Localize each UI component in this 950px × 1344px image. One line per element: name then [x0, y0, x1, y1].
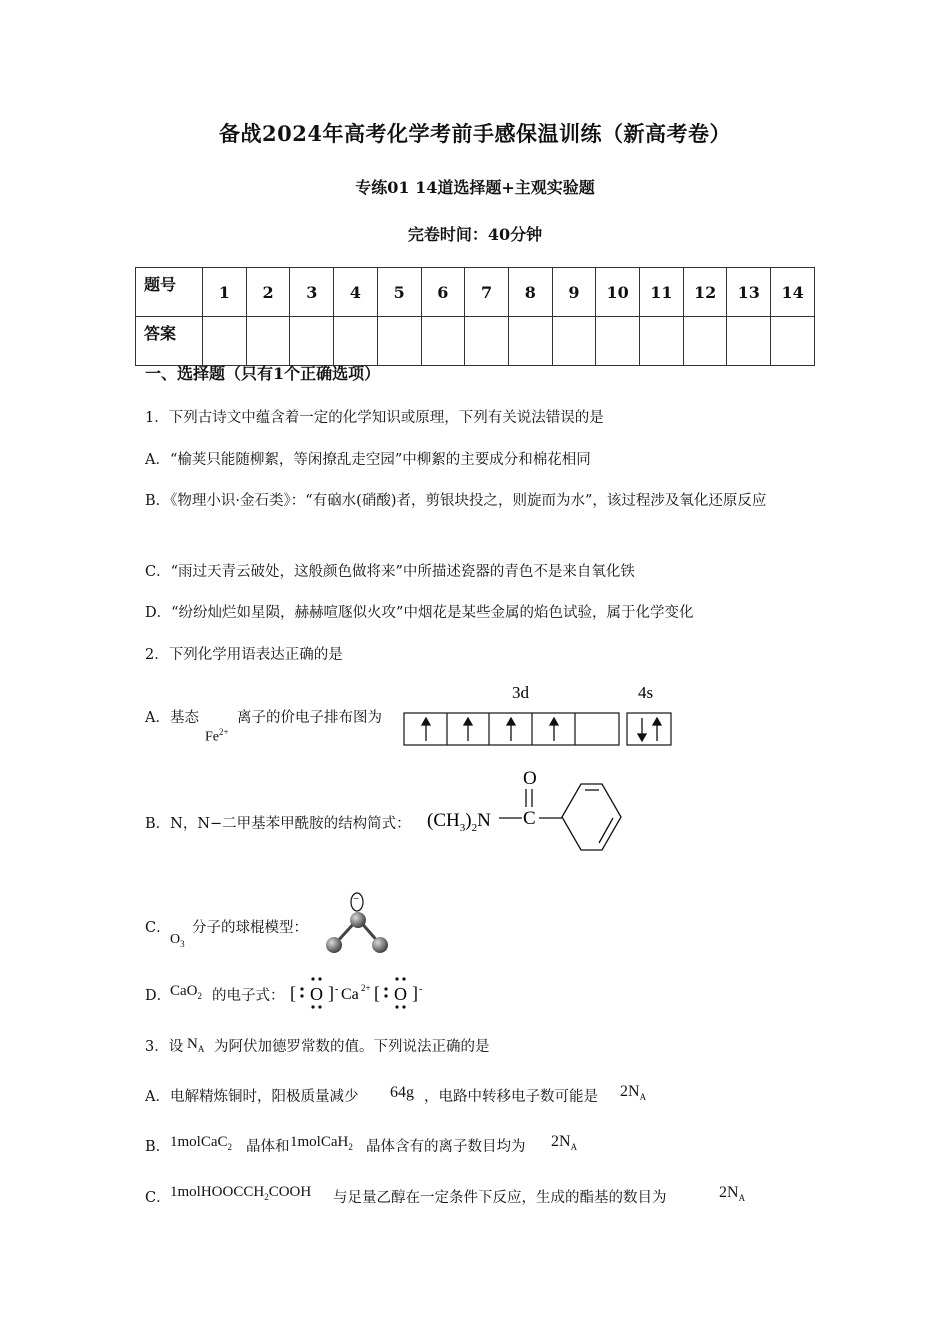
bracket-right-icon: ] — [412, 983, 418, 1003]
q3-option-a-text2: ，电路中转移电子数可能是 — [424, 1089, 598, 1105]
answer-cell[interactable] — [290, 317, 334, 366]
q2-option-b-text: B．N，N−二甲基苯甲酰胺的结构简式： — [145, 816, 411, 832]
oxygen-ball-left — [326, 937, 342, 953]
orbital-4s-box — [627, 713, 671, 745]
na-symbol: N — [187, 1036, 198, 1052]
two-na: 2N — [719, 1184, 739, 1201]
malonic-acid-sub: 2 — [264, 1192, 269, 1202]
anion-charge: - — [419, 984, 423, 995]
central-oxygen-ball — [350, 912, 366, 928]
question-number-row — [136, 268, 815, 317]
q3-c-value — [719, 1184, 745, 1203]
carbonyl-carbon: C — [523, 808, 536, 829]
exam-time: 完卷时间：40分钟 — [407, 225, 543, 244]
answer-cell[interactable] — [421, 317, 465, 366]
peroxide-o1: O — [310, 984, 323, 1004]
q3-a-value — [620, 1083, 646, 1102]
nitrogen: N — [477, 810, 491, 831]
na-sub: A — [639, 1092, 647, 1103]
answer-cell[interactable] — [596, 317, 640, 366]
ozone-ball-stick-model — [320, 890, 395, 960]
cah2-sub: 2 — [348, 1142, 353, 1152]
cac2-text: 1molCaC — [170, 1134, 228, 1150]
q3-b-mol2 — [290, 1134, 353, 1152]
malonic-acid-text: 1molHOOCCH — [170, 1184, 265, 1200]
up-arrow-icon — [550, 718, 558, 741]
q2-option-c-prefix: C． — [145, 920, 171, 936]
q2-option-a-suffix: 离子的价电子排布图为 — [237, 710, 382, 726]
answer-cell[interactable] — [377, 317, 421, 366]
orbital-diagram — [402, 680, 677, 750]
down-arrow-icon — [638, 718, 646, 741]
question-number: 5 — [377, 268, 421, 317]
question-number: 4 — [334, 268, 378, 317]
q3-c-molecule — [170, 1184, 311, 1202]
question-number: 3 — [290, 268, 334, 317]
answer-cell[interactable] — [727, 317, 771, 366]
answer-cell[interactable] — [203, 317, 247, 366]
answer-cell[interactable] — [640, 317, 684, 366]
page-title: 备战2024年高考化学考前手感保温训练（新高考卷） — [219, 121, 731, 146]
na-sub: A — [738, 1193, 746, 1204]
q1-option-c: C．“雨过天青云破处，这般颜色做将来”中所描述瓷器的青色不是来自氧化铁 — [145, 564, 635, 580]
anion-charge: - — [335, 984, 339, 995]
fe-symbol: Fe — [205, 729, 219, 745]
q2-d-molecule — [170, 983, 202, 1001]
cao2-electron-formula — [288, 972, 438, 1012]
question-number: 10 — [596, 268, 640, 317]
ozone-sub: 3 — [180, 938, 185, 949]
row-label-answer: 答案 — [136, 317, 203, 366]
orbital-4s-label: 4s — [638, 683, 654, 702]
q2-c-molecule — [170, 932, 185, 949]
q3-a-mass: 64g — [390, 1084, 414, 1101]
ozone-symbol: O — [170, 932, 181, 947]
row-label-number: 题号 — [136, 268, 203, 317]
dimethyl-group — [427, 810, 491, 834]
bracket-right-icon: ] — [328, 983, 334, 1003]
group-sub: 2 — [471, 822, 478, 834]
q3-option-b-suffix: 晶体含有的离子数目均为 — [366, 1139, 526, 1155]
answer-cell[interactable] — [771, 317, 815, 366]
q2-option-c-suffix: 分子的球棍模型： — [192, 920, 308, 936]
question-number: 7 — [465, 268, 509, 317]
carbonyl-oxygen: O — [523, 768, 537, 789]
question-number: 6 — [421, 268, 465, 317]
answer-cell[interactable] — [683, 317, 727, 366]
question-number: 9 — [552, 268, 596, 317]
q2-option-a-prefix: A．基态 — [145, 710, 199, 726]
paren-close: ) — [465, 810, 472, 831]
answer-row — [136, 317, 815, 366]
q3-option-c-prefix: C． — [145, 1190, 171, 1206]
q3-option-a-text: A．电解精炼铜时，阳极质量减少 — [145, 1089, 359, 1105]
up-arrow-icon — [464, 718, 472, 741]
question-number: 14 — [771, 268, 815, 317]
q2-a-ion — [205, 727, 229, 746]
fe-charge: 2+ — [219, 727, 229, 737]
minus-sign: − — [353, 893, 360, 905]
calcium-charge: 2+ — [361, 983, 371, 993]
na-sub: A — [197, 1044, 205, 1054]
calcium-symbol: Ca — [341, 986, 359, 1003]
question-number: 11 — [640, 268, 684, 317]
answer-cell[interactable] — [334, 317, 378, 366]
two-na: 2N — [620, 1083, 640, 1100]
q1-option-a: A．“榆荚只能随柳絮，等闲撩乱走空园”中柳絮的主要成分和棉花相同 — [145, 452, 591, 468]
ch-text: (CH — [427, 810, 460, 831]
cao2-symbol: CaO — [170, 983, 198, 999]
two-na: 2N — [551, 1133, 571, 1150]
q3-option-c-suffix: 与足量乙醇在一定条件下反应，生成的酯基的数目为 — [333, 1190, 667, 1206]
answer-cell[interactable] — [246, 317, 290, 366]
up-arrow-icon — [507, 718, 515, 741]
q2-stem: 2．下列化学用语表达正确的是 — [145, 647, 343, 663]
q1-option-b: B．《物理小识·金石类》：“有硇水(硝酸)者，剪银块投之，则旋而为水”，该过程涉及氧化还原反应 — [145, 493, 767, 509]
q3-b-value — [551, 1133, 577, 1152]
answer-table — [135, 267, 815, 366]
q3-option-b-prefix: B． — [145, 1139, 171, 1155]
benzene-hexagon — [562, 784, 621, 850]
answer-cell[interactable] — [465, 317, 509, 366]
cah2-text: 1molCaH — [290, 1134, 349, 1150]
oxygen-ball-right — [372, 937, 388, 953]
q2-option-d-prefix: D． — [145, 988, 172, 1004]
question-number: 13 — [727, 268, 771, 317]
question-number: 2 — [246, 268, 290, 317]
q3-stem-prefix: 3．设 — [145, 1039, 184, 1055]
q1-option-d: D．“纷纷灿烂如星陨，赫赫喧豗似火攻”中烟花是某些金属的焰色试验，属于化学变化 — [145, 605, 694, 621]
benzamide-structure — [425, 765, 630, 870]
na-sub: A — [570, 1142, 578, 1153]
bracket-left-icon: [ — [374, 983, 380, 1003]
q1-stem: 1．下列古诗文中蕴含着一定的化学知识或原理，下列有关说法错误的是 — [145, 410, 604, 426]
page-subtitle: 专练01 14道选择题+主观实验题 — [355, 178, 595, 197]
section-title: 一、选择题（只有1个正确选项） — [145, 364, 381, 383]
peroxide-o2: O — [394, 984, 407, 1004]
q2-option-d-suffix: 的电子式： — [212, 988, 285, 1004]
up-arrow-icon — [653, 718, 661, 741]
orbital-3d-label: 3d — [512, 683, 529, 702]
q3-option-b-mid: 晶体和 — [246, 1139, 290, 1155]
question-number: 1 — [203, 268, 247, 317]
q3-na — [187, 1036, 204, 1054]
cao2-sub: 2 — [197, 991, 202, 1001]
answer-cell[interactable] — [552, 317, 596, 366]
cac2-sub: 2 — [227, 1142, 233, 1152]
up-arrow-icon — [422, 718, 430, 741]
q3-b-mol1 — [170, 1134, 232, 1152]
malonic-acid-end: COOH — [268, 1184, 312, 1200]
answer-cell[interactable] — [508, 317, 552, 366]
question-number: 12 — [683, 268, 727, 317]
ch3-sub: 3 — [459, 822, 466, 834]
bracket-left-icon: [ — [290, 983, 296, 1003]
question-number: 8 — [508, 268, 552, 317]
q3-stem-suffix: 为阿伏加德罗常数的值。下列说法正确的是 — [214, 1039, 490, 1055]
